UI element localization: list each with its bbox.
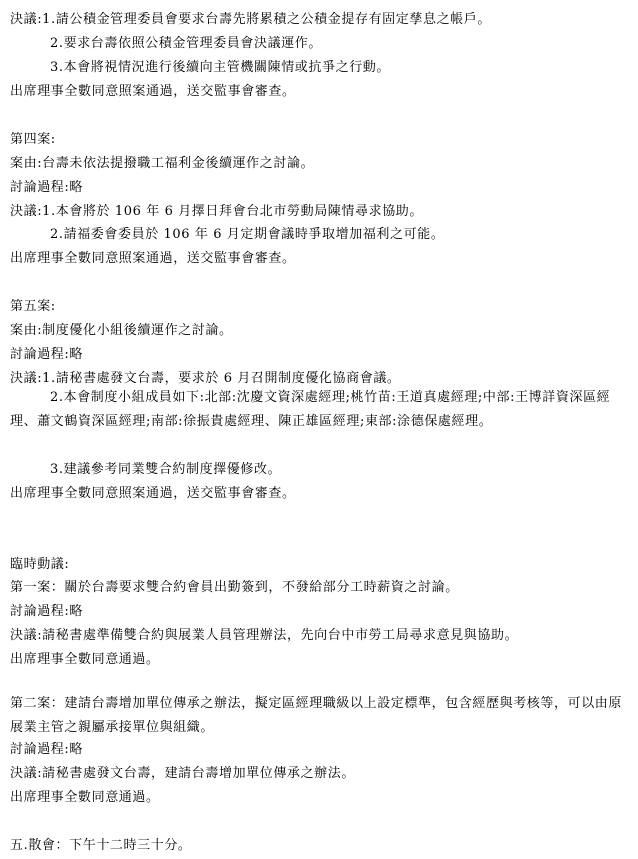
case-four-subject: 案由:台壽未依法提撥職工福利金後續運作之討論。 [10, 156, 315, 171]
case-five-approval: 出席理事全數同意照案通過，送交監事會審查。 [10, 486, 296, 501]
resolution-line-2: 2.要求台壽依照公積金管理委員會決議運作。 [50, 36, 323, 51]
case-five-resolution-1: 決議:1.請秘書處發文台壽，要求於 6 月召開制度優化協商會議。 [10, 371, 401, 386]
extempore-case-two-approval: 出席理事全數同意通過。 [10, 790, 160, 805]
case-five-discussion: 討論過程:略 [10, 347, 83, 362]
case-four-discussion: 討論過程:略 [10, 180, 83, 195]
extempore-case-one-resolution: 決議:請秘書處準備雙合約與展業人員管理辦法，先向台中市勞工局尋求意見與協助。 [10, 628, 519, 643]
extempore-case-two-discussion: 討論過程:略 [10, 742, 83, 757]
resolution-line-1: 決議:1.請公積金管理委員會要求台壽先將累積之公積金提存有固定孳息之帳戶。 [10, 12, 491, 27]
case-four-heading: 第四案: [10, 132, 56, 147]
case-four-resolution-2: 2.請福委會委員於 106 年 6 月定期會議時爭取增加福利之可能。 [50, 227, 445, 242]
extempore-heading: 臨時動議: [10, 557, 70, 572]
adjournment-line: 五.散會：下午十二時三十分。 [10, 838, 192, 853]
extempore-case-one-subject: 第一案：關於台壽要求雙合約會員出勤簽到，不發給部分工時薪資之討論。 [10, 580, 459, 595]
approval-line: 出席理事全數同意照案通過，送交監事會審查。 [10, 84, 296, 99]
extempore-case-two-resolution: 決議:請秘書處發文台壽，建請台壽增加單位傳承之辦法。 [10, 766, 355, 781]
case-five-subject: 案由:制度優化小組後續運作之討論。 [10, 323, 233, 338]
extempore-case-one-discussion: 討論過程:略 [10, 604, 83, 619]
extempore-case-one-approval: 出席理事全數同意通過。 [10, 652, 160, 667]
case-four-resolution-1: 決議:1.本會將於 106 年 6 月擇日拜會台北市勞動局陳情尋求協助。 [10, 204, 423, 219]
resolution-line-3: 3.本會將視情況進行後續向主管機關陳情或抗爭之行動。 [50, 60, 391, 75]
case-four-approval: 出席理事全數同意照案通過，送交監事會審查。 [10, 251, 296, 266]
case-five-resolution-2: 2.本會制度小組成員如下:北部:沈慶文資深處經理;桃竹苗:王道真處經理;中部:王博詳資深區經理、蕭文鶴資深區經理;南部:徐振貴處經理、陳正雄區經理;東部:涂德保處經理。 [10, 390, 611, 429]
extempore-case-two-subject: 第二案：建請台壽增加單位傳承之辦法，擬定區經理職級以上設定標準，包含經歷與考核等，可以由原展業主管之親屬承接單位與組織。 [10, 696, 623, 735]
case-five-resolution-3: 3.建議參考同業雙合約制度擇優修改。 [50, 462, 282, 477]
case-five-heading: 第五案: [10, 299, 56, 314]
